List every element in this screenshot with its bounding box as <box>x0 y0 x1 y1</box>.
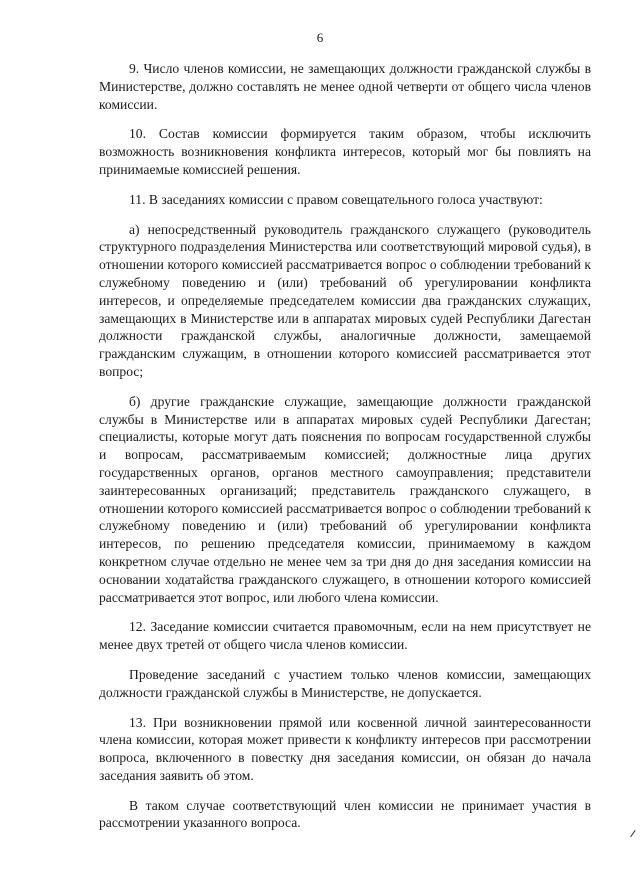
paragraph-11: 11. В заседаниях комиссии с правом совещательного голоса участвуют: <box>129 191 543 207</box>
paragraph-11-a: а) непосредственный руководитель гражданского служащего (руководитель структурного подразделения Министерства или соответствующий мировой судья), в отношении которого комиссией рассматривается вопрос о соблюдении требований к служебному поведению и (или) требований об урегулировании конфликта интересов, и определяемые председателем комиссии два гражданских служащих, замещающих в Министерстве или в аппаратах мировых судей Республики Дагестан должности гражданской службы, аналогичные должности, замещаемой гражданским служащим, в отношении которого комиссией рассматривается этот вопрос; <box>99 221 591 379</box>
page-number: 6 <box>316 30 324 45</box>
paragraph-11-b: б) другие гражданские служащие, замещающие должности гражданской службы в Министерстве или в аппаратах мировых судей Республики Дагестан; специалисты, которые могут дать пояснения по вопросам государственной службы и вопросам, рассматриваемым комиссией; должностные лица других государственных органов, органов местного самоуправления; представители заинтересованных организаций; представитель гражданского служащего, в отношении которого комиссией рассматривается вопрос о соблюдении требований к служебному поведению и (или) требований об урегулировании конфликта интересов, по решению председателя комиссии, принимаемому в каждом конкретном случае отдельно не менее чем за три дня до дня заседания комиссии на основании ходатайства гражданского служащего, в отношении которого комиссией рассматривается этот вопрос, или любого члена комиссии. <box>99 393 591 605</box>
paragraph-9: 9. Число членов комиссии, не замещающих должности гражданской службы в Министерстве, должно составлять не менее одной четверти от общего числа членов комиссии. <box>99 61 591 112</box>
scan-mark <box>630 830 640 840</box>
paragraph-13: 13. При возникновении прямой или косвенной личной заинтересованности члена комиссии, которая может привести к конфликту интересов при рассмотрении вопроса, включенного в повестку дня заседания комиссии, он обязан до начала заседания заявить об этом. <box>99 714 591 783</box>
paragraph-12: 12. Заседание комиссии считается правомочным, если на нем присутствует не менее двух третей от общего числа членов комиссии. <box>99 619 591 653</box>
document-body <box>99 60 591 844</box>
paragraph-13-note: В таком случае соответствующий член комиссии не принимает участия в рассмотрении указанного вопроса. <box>99 797 591 831</box>
paragraph-12-note: Проведение заседаний с участием только членов комиссии, замещающих должности гражданской службы в Министерстве, не допускается. <box>99 666 591 700</box>
paragraph-10: 10. Состав комиссии формируется таким образом, чтобы исключить возможность возникновения конфликта интересов, который мог бы повлиять на принимаемые комиссией решения. <box>99 126 591 177</box>
